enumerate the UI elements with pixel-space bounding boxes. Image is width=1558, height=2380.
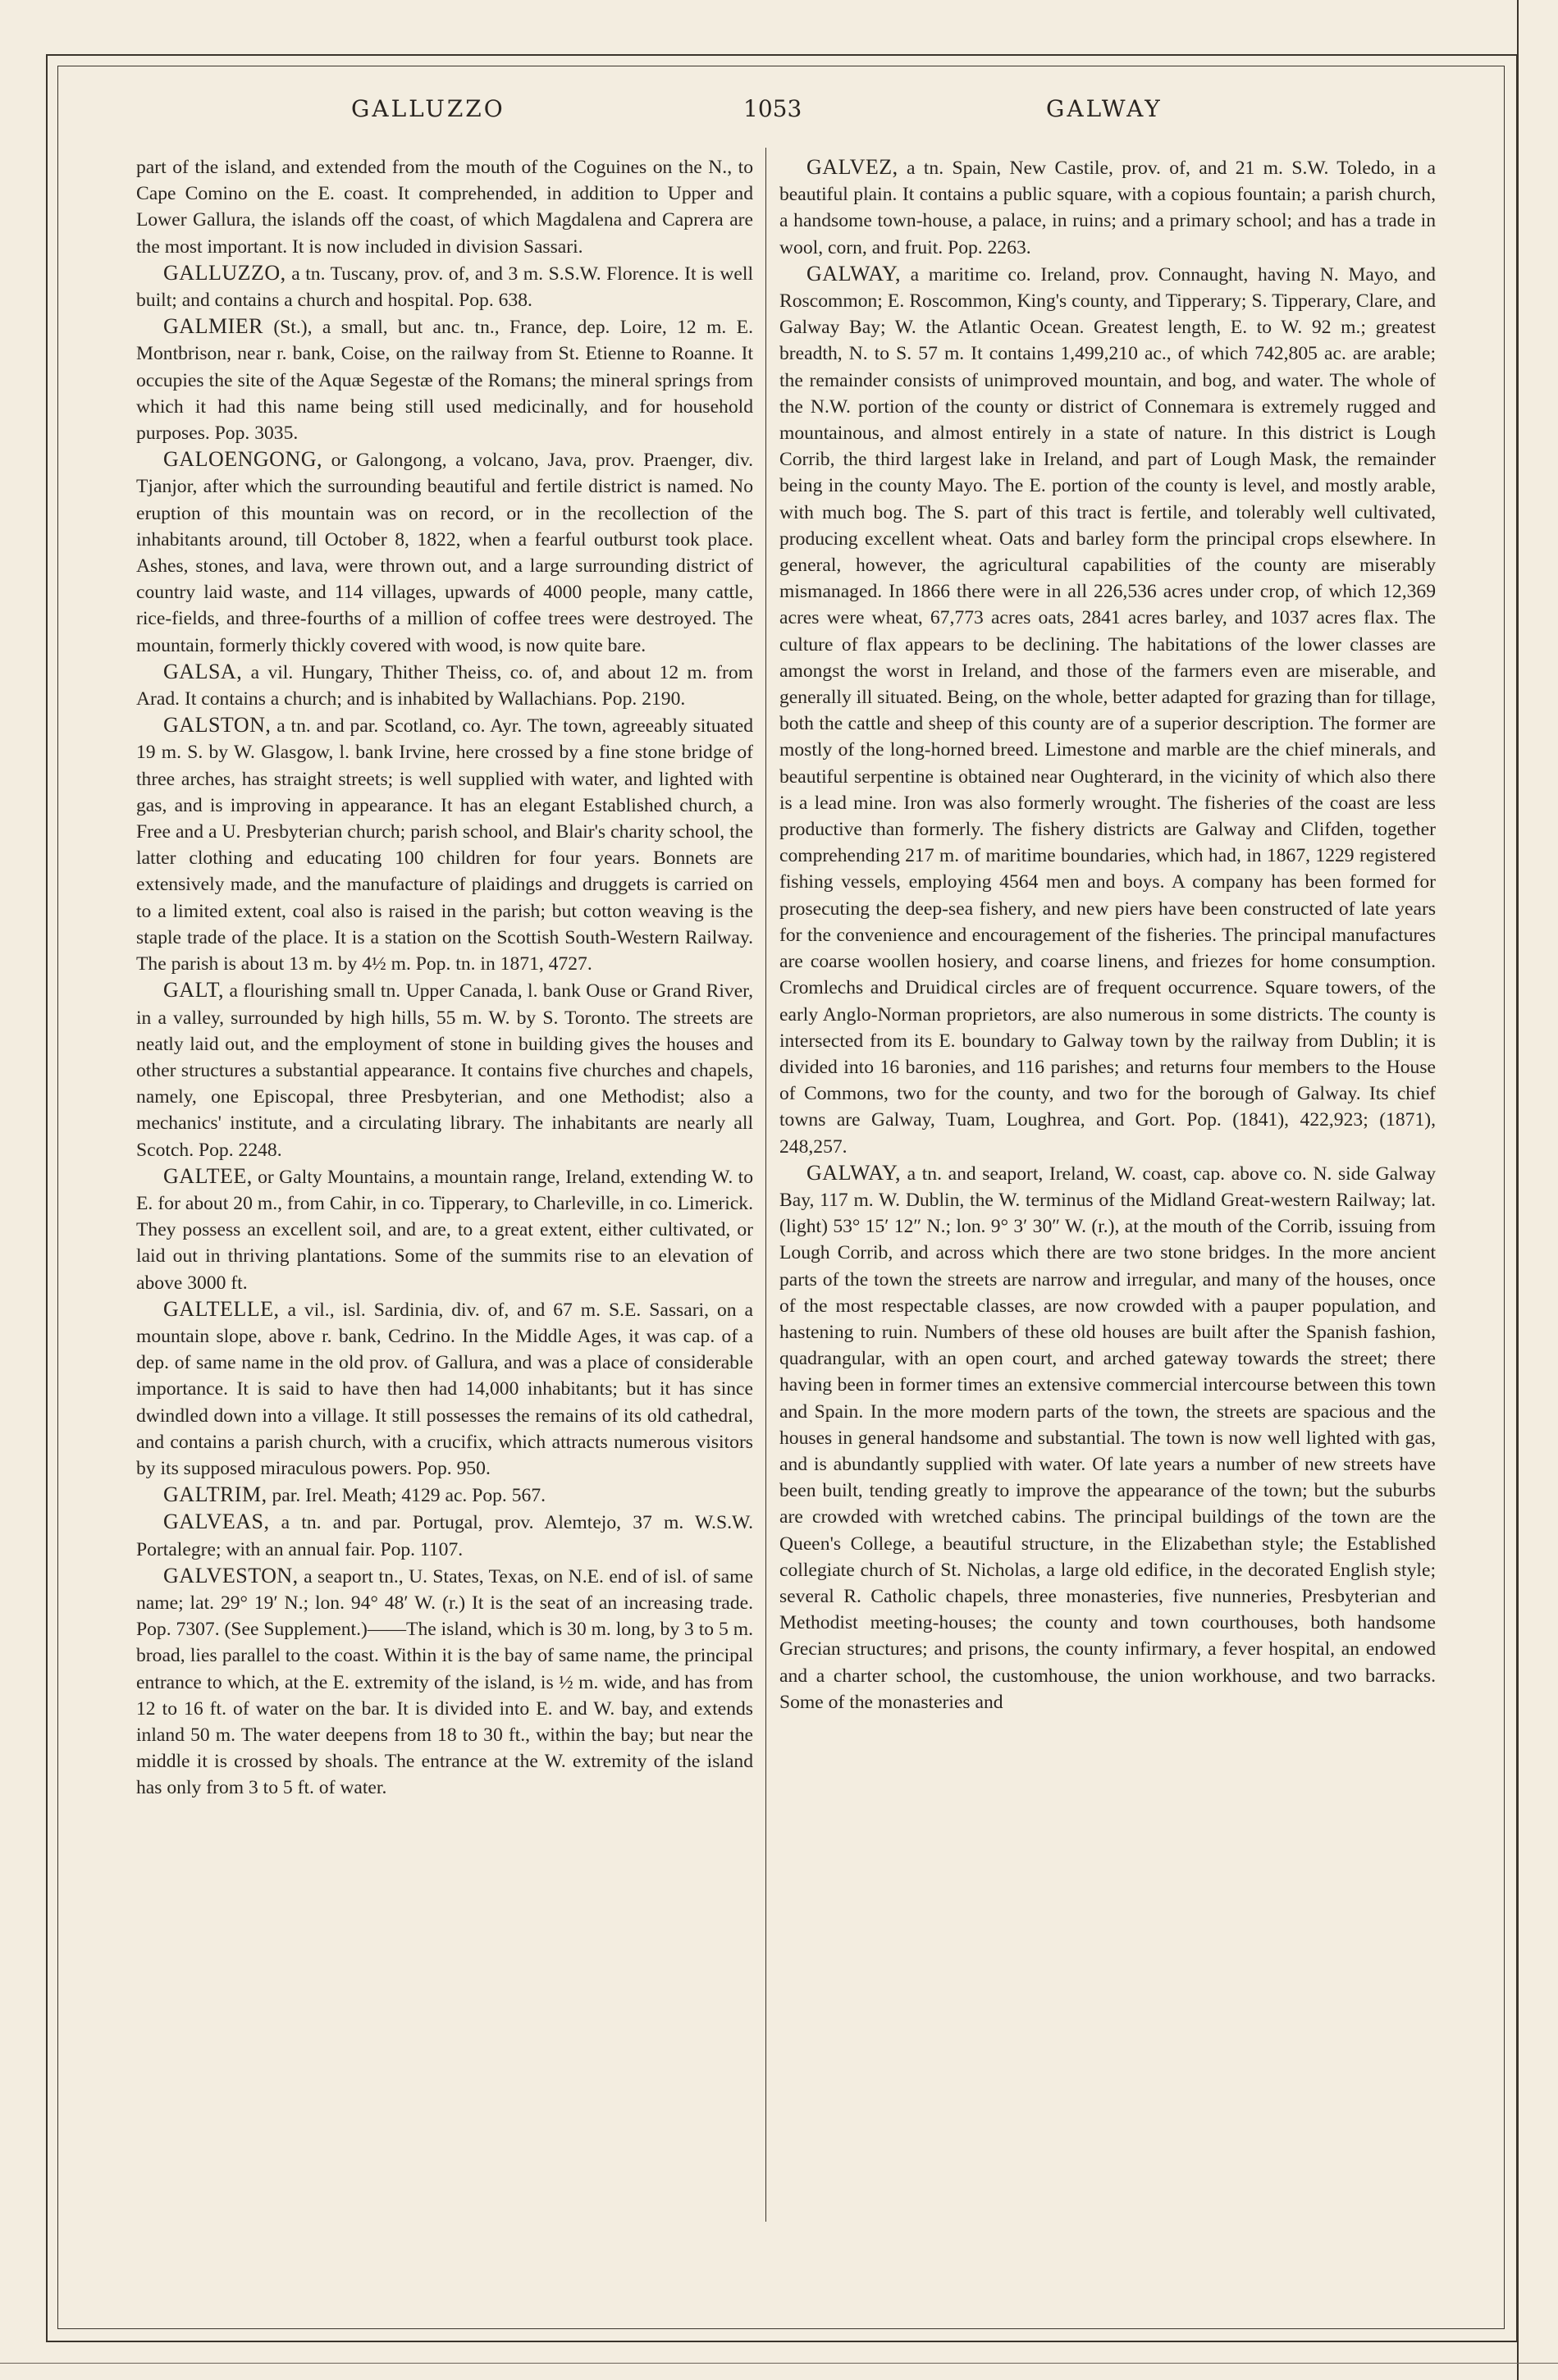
column-divider — [765, 148, 766, 2222]
entry-headword: GALLUZZO, — [163, 260, 286, 285]
entry-text: a maritime co. Ireland, prov. Connaught, having N. Mayo, and Roscommon; E. Roscommon, King's county, and Tipperary; S. Tipperary, Clare, and Galway Bay; W. the Atlantic Ocean. Greatest length, E. to W. 92 m.; greatest breadth, N. to S. 57 m. It contains 1,499,210 ac., of which 742,805 ac. are arable; the remainder consists of unimproved mountain, and bog, and water. The whole of the N.W. portion of the county or district of Connemara is extremely rugged and mountainous, and almost entirely in a state of nature. In this district is Lough Corrib, the third largest lake in Ireland, and part of Lough Mask, the remainder being in the county Mayo. The E. portion of the county is level, and mostly arable, with much bog. The S. part of this tract is fertile, and tolerably well cultivated, producing excellent wheat. Oats and barley form the principal crops elsewhere. In general, however, the agricultural capabilities of the county are miserably mismanaged. In 1866 there were in all 226,536 acres under crop, of which 12,369 acres were wheat, 67,773 acres oats, 2841 acres barley, and 1037 acres flax. The culture of flax appears to be declining. The habitations of the lower classes are amongst the worst in Ireland, and those of the farmers even are miserable, and generally ill situated. Being, on the whole, better adapted for grazing than for tillage, both the cattle and sheep of this county are of a superior description. The former are mostly of the long-horned breed. Limestone and marble are the chief minerals, and beautiful serpentine is obtained near Oughterard, in the vicinity of which also there is a lead mine. Iron was also formerly wrought. The fisheries of the coast are less productive than formerly. The fishery districts are Galway and Clifden, together comprehending 217 m. of maritime boundaries, which had, in 1867, 1229 registered fishing vessels, employing 4564 men and boys. A company has been formed for prosecuting the deep-sea fishery, and new piers have been constructed of late years for the convenience and encouragement of the fisheries. The principal manufactures are coarse woollen hosiery, and coarse linens, and friezes for home consumption. Cromlechs and Druidical circles are of frequent occurrence. Square towers, of the early Anglo-Norman proprietors, are also numerous in some districts. The county is intersected from its E. boundary to Galway town by the railway from Dublin; it is divided into 16 baronies, and 116 parishes; and returns four members to the House of Commons, two for the county, and two for the borough of Galway. Its chief towns are Galway, Tuam, Loughrea, and Gort. Pop. (1841), 422,923; (1871), 248,257. — [779, 263, 1436, 1158]
entry-text: a tn. and par. Portugal, prov. Alemtejo, 37 m. W.S.W. Portalegre; with an annual fair. Pop. 1107. — [136, 1512, 753, 1560]
gazetteer-entry — [136, 260, 753, 313]
gazetteer-entry — [136, 1296, 753, 1482]
entry-headword: GALOENGONG, — [163, 447, 323, 472]
entry-headword: GALVEAS, — [163, 1510, 270, 1534]
entry-text: a tn. Tuscany, prov. of, and 3 m. S.S.W. Florence. It is well built; and contains a church and hospital. Pop. 638. — [136, 263, 753, 312]
gazetteer-entry — [136, 659, 753, 712]
running-header — [0, 95, 1558, 136]
entry-headword: GALVESTON, — [163, 1563, 299, 1587]
entry-text: a tn. Spain, New Castile, prov. of, and 21 m. S.W. Toledo, in a beautiful plain. It contains a public square, with a copious fountain; a parish church, a handsome town-house, a palace, in ruins; and a primary school; and has a trade in wool, corn, and fruit. Pop. 2263. — [779, 158, 1436, 258]
left-column — [136, 154, 753, 2213]
gazetteer-entry — [779, 154, 1436, 261]
gazetteer-entry — [779, 261, 1436, 1160]
gazetteer-entry — [136, 977, 753, 1163]
gazetteer-entry — [136, 154, 753, 260]
entry-headword: GALMIER — [163, 314, 263, 339]
entry-text: part of the island, and extended from the mouth of the Coguines on the N., to Cape Comino on the E. coast. It comprehended, in addition to Upper and Lower Gallura, the islands off the coast, of which Magdalena and Caprera are the most important. It is now included in division Sassari. — [136, 157, 753, 258]
entry-headword: GALSTON, — [163, 713, 272, 738]
entry-text: a vil. Hungary, Thither Theiss, co. of, and about 12 m. from Arad. It contains a church; and is inhabited by Wallachians. Pop. 2190. — [136, 661, 753, 710]
entry-text: a flourishing small tn. Upper Canada, l. bank Ouse or Grand River, in a valley, surrounded by high hills, 55 m. W. by S. Toronto. The streets are neatly laid out, and the employment of stone in building gives the houses and other structures a substantial appearance. It contains five churches and chapels, namely, one Episcopal, three Presbyterian, and one Methodist; also a mechanics' institute, and a circulating library. The inhabitants are nearly all Scotch. Pop. 2248. — [136, 980, 753, 1161]
page-number: 1053 — [743, 95, 802, 122]
gazetteer-entry — [136, 1163, 753, 1296]
gazetteer-entry — [136, 1482, 753, 1509]
entry-text: a tn. and seaport, Ireland, W. coast, cap. above co. N. side Galway Bay, 117 m. W. Dublin, the W. terminus of the Midland Great-western Railway; lat. (light) 53° 15′ 12″ N.; lon. 9° 3′ 30″ W. (r.), at the mouth of the Corrib, issuing from Lough Corrib, and across which there are two stone bridges. In the more ancient parts of the town the streets are narrow and irregular, and many of the houses, once of the most respectable classes, are now crowded with a pauper population, and hastening to ruin. Numbers of these old houses are built after the Spanish fashion, quadrangular, with an open court, and arched gateway towards the street; there having been in former times an extensive commercial intercourse between this town and Spain. In the more modern parts of the town, the streets are spacious and the houses in general handsome and substantial. The town is now well lighted with gas, and is abundantly supplied with water. Of late years a number of new streets have been built, tending greatly to improve the appearance of the town; but the suburbs are crowded with wretched cabins. The principal buildings of the town are the Queen's College, a beautiful structure, in the Elizabethan style; the Established collegiate church of St. Nicholas, a large old edifice, in the decorated English style; several R. Catholic chapels, three monasteries, five nunneries, Presbyterian and Methodist meeting-houses; the county and town courthouses, both handsome Grecian structures; and prisons, the county infirmary, a fever hospital, an endowed and a charter school, the customhouse, the union workhouse, and two barracks. Some of the monasteries and — [779, 1163, 1436, 1713]
entry-headword: GALVEZ, — [806, 155, 898, 179]
gazetteer-entry — [136, 446, 753, 659]
entry-text: or Galongong, a volcano, Java, prov. Praenger, div. Tjanjor, after which the surrounding beautiful and fertile district is named. No eruption of this mountain was on record, or in the recollection of the inhabitants around, till October 8, 1822, when a fearful outburst took place. Ashes, stones, and lava, were thrown out, and a large surrounding district of country laid waste, and 114 villages, upwards of 4000 people, many cattle, rice-fields, and three-fourths of a million of coffee trees were destroyed. The mountain, formerly thickly covered with wood, is now quite bare. — [136, 450, 753, 656]
bottom-rule — [0, 2363, 1558, 2364]
header-right-guide-word: GALWAY — [1046, 95, 1163, 122]
gazetteer-entry — [136, 1509, 753, 1562]
entry-headword: GALTELLE, — [163, 1296, 280, 1321]
gazetteer-entry — [136, 313, 753, 446]
entry-headword: GALTEE, — [163, 1163, 253, 1188]
entry-headword: GALWAY, — [806, 1160, 902, 1185]
entry-text: par. Irel. Meath; 4129 ac. Pop. 567. — [272, 1485, 546, 1507]
entry-headword: GALTRIM, — [163, 1482, 267, 1507]
gazetteer-entry — [136, 712, 753, 977]
right-column — [779, 154, 1436, 2213]
gazetteer-entry — [779, 1160, 1436, 1715]
gazetteer-entry — [136, 1563, 753, 1802]
header-left-guide-word: GALLUZZO — [351, 95, 505, 122]
entry-text: a seaport tn., U. States, Texas, on N.E. end of isl. of same name; lat. 29° 19′ N.; lon. 94° 48′ W. (r.) It is the seat of an increasing trade. Pop. 7307. (See Supplement.)——The island, which is 30 m. long, by 3 to 5 m. broad, lies parallel to the coast. Within it is the bay of same name, the principal entrance to which, at the E. extremity of the island, is ½ m. wide, and has from 12 to 16 ft. of water on the bar. It is divided into E. and W. bay, and extends inland 50 m. The water deepens from 18 to 30 ft., within the bay; but near the middle it is crossed by shoals. The entrance at the W. extremity of the island has only from 3 to 5 ft. of water. — [136, 1565, 753, 1799]
entry-text: a vil., isl. Sardinia, div. of, and 67 m. S.E. Sassari, on a mountain slope, above r. bank, Cedrino. In the Middle Ages, it was cap. of a dep. of same name in the old prov. of Gallura, and was a place of considerable importance. It is said to have then had 14,000 inhabitants; but it has since dwindled down into a village. It still possesses the remains of its old cathedral, and contains a parish church, with a crucifix, which attracts numerous visitors by its supposed miraculous powers. Pop. 950. — [136, 1299, 753, 1479]
entry-headword: GALWAY, — [806, 261, 902, 286]
entry-text: or Galty Mountains, a mountain range, Ireland, extending W. to E. for about 20 m., from Cahir, in co. Tipperary, to Charleville, in co. Limerick. They possess an excellent soil, and are, to a great extent, either cultivated, or laid out in thriving plantations. Some of the summits rise to an elevation of above 3000 ft. — [136, 1166, 753, 1294]
entry-headword: GALSA, — [163, 659, 243, 683]
entry-headword: GALT, — [163, 978, 225, 1003]
entry-text: (St.), a small, but anc. tn., France, dep. Loire, 12 m. E. Montbrison, near r. bank, Coise, on the railway from St. Etienne to Roanne. It occupies the site of the Aquæ Segestæ of the Romans; the mineral springs from which it had this name being still used medicinally, and for household purposes. Pop. 3035. — [136, 317, 753, 445]
entry-text: a tn. and par. Scotland, co. Ayr. The town, agreeably situated 19 m. S. by W. Glasgow, l. bank Irvine, here crossed by a fine stone bridge of three arches, has straight streets; is well supplied with water, and lighted with gas, and is improving in appearance. It has an elegant Established church, a Free and a U. Presbyterian church; parish school, and Blair's charity school, the latter clothing and educating 100 children for four years. Bonnets are extensively made, and the manufacture of plaidings and druggets is carried on to a limited extent, coal also is raised in the parish; but cotton weaving is the staple trade of the place. It is a station on the Scottish South-Western Railway. The parish is about 13 m. by 4½ m. Pop. tn. in 1871, 4727. — [136, 715, 753, 975]
